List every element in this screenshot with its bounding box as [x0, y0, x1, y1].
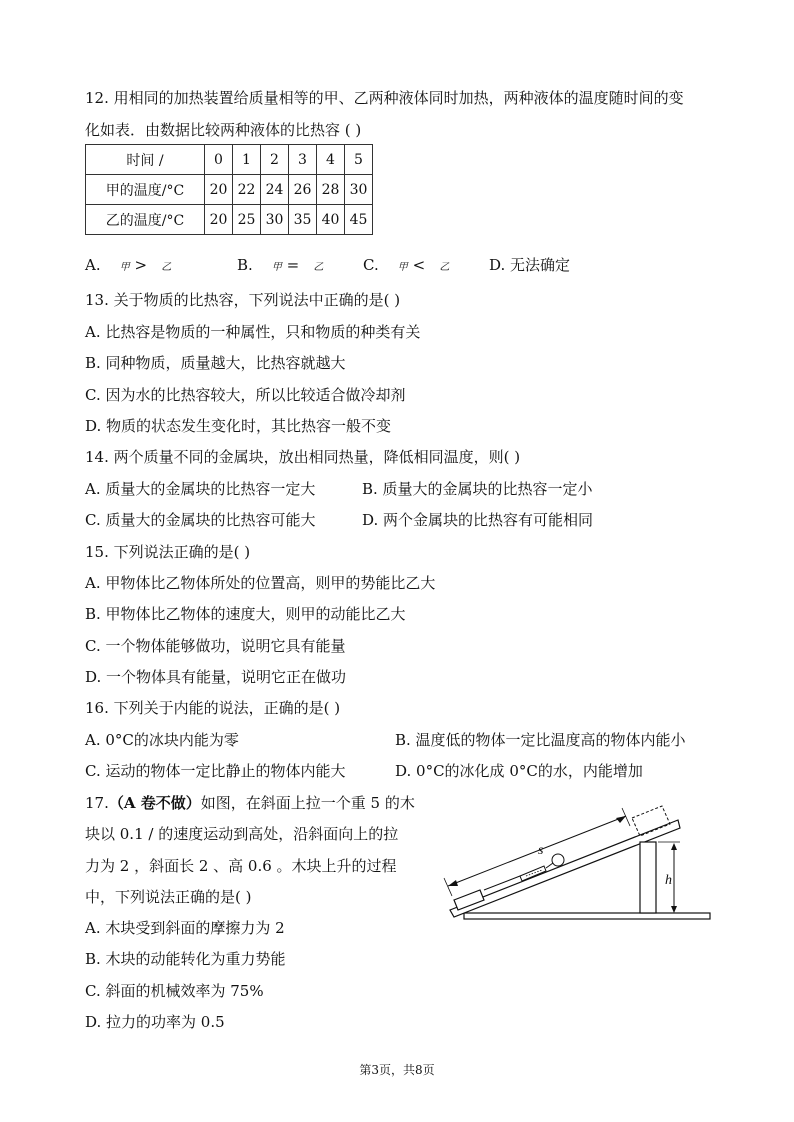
arrow-head: [616, 816, 626, 823]
q13-stem: 13. 关于物质的比热容，下列说法中正确的是( ): [85, 291, 401, 309]
label-h: h: [665, 873, 672, 888]
option-operator: <: [412, 256, 426, 274]
support-post: [640, 842, 656, 913]
table-cell: 24: [261, 175, 289, 205]
q13-option-d: D. 物质的状态发生变化时，其比热容一般不变: [85, 417, 392, 435]
table-header-label: 时间 /: [86, 145, 205, 175]
q16-option-a: A. 0°C的冰块内能为零: [85, 731, 239, 749]
q15-option-d: D. 一个物体具有能量，说明它正在做功: [85, 668, 347, 686]
q14-option-c: C. 质量大的金属块的比热容可能大: [85, 511, 316, 529]
arrow-head: [448, 880, 458, 886]
table-row: [86, 205, 373, 235]
q17-stem-line4: 中，下列说法正确的是( ): [85, 888, 252, 906]
q16-stem: 16. 下列关于内能的说法，正确的是( ): [85, 699, 341, 717]
q17-option-b: B. 木块的动能转化为重力势能: [85, 950, 286, 968]
table-row-label: 甲的温度/°C: [86, 175, 205, 205]
q16-option-b: B. 温度低的物体一定比温度高的物体内能小: [395, 731, 686, 749]
table-cell: 28: [317, 175, 345, 205]
table-cell: 40: [317, 205, 345, 235]
q12-option-d: [489, 255, 570, 275]
table-cell: 35: [289, 205, 317, 235]
q12-option-a: [85, 255, 171, 278]
option-subscript: 甲: [119, 262, 130, 273]
label-s: s: [538, 843, 544, 858]
q12-option-c: [363, 255, 449, 278]
arrow-head: [671, 843, 677, 850]
q14-option-d: D. 两个金属块的比热容有可能相同: [362, 511, 594, 529]
q12-option-b: [237, 255, 324, 278]
table-cell: 4: [317, 145, 345, 175]
q12-stem-line1: 12. 用相同的加热装置给质量相等的甲、乙两种液体同时加热，两种液体的温度随时间的变: [85, 89, 684, 107]
table-row: [86, 175, 373, 205]
table-cell: 3: [289, 145, 317, 175]
temperature-table: [85, 144, 373, 235]
table-row: [86, 145, 373, 175]
option-subscript: 乙: [161, 262, 172, 273]
option-subscript: 甲: [397, 262, 408, 273]
table-cell: 20: [205, 175, 233, 205]
q16-option-d: D. 0°C的冰化成 0°C的水，内能增加: [395, 762, 643, 780]
table-cell: 1: [233, 145, 261, 175]
q17-tag: （A 卷不做）: [108, 794, 201, 812]
table-cell: 45: [345, 205, 373, 235]
q17-stem-text: 如图，在斜面上拉一个重 5 的木: [200, 794, 415, 812]
arrow-head: [671, 906, 677, 913]
option-operator: =: [286, 256, 300, 274]
q15-stem: 15. 下列说法正确的是( ): [85, 543, 251, 561]
q14-stem: 14. 两个质量不同的金属块，放出相同热量，降低相同温度，则( ): [85, 448, 521, 466]
q17-stem-line3: 力为 2 ，斜面长 2 、高 0.6 。木块上升的过程: [85, 857, 397, 875]
q17-option-a: A. 木块受到斜面的摩擦力为 2: [85, 919, 285, 937]
option-operator: >: [134, 256, 148, 274]
q12-stem-line2: 化如表．由数据比较两种液体的比热容 ( ): [85, 121, 362, 139]
q17-option-d: D. 拉力的功率为 0.5: [85, 1013, 225, 1031]
q13-option-b: B. 同种物质，质量越大，比热容就越大: [85, 354, 346, 372]
q17-stem-line2: 块以 0.1 / 的速度运动到高处，沿斜面向上的拉: [85, 825, 399, 843]
grip-hook: [546, 863, 553, 868]
table-cell: 25: [233, 205, 261, 235]
incline-figure: [440, 800, 715, 925]
extension-line: [444, 878, 452, 896]
table-cell: 20: [205, 205, 233, 235]
option-letter: D.: [489, 256, 506, 274]
q14-option-b: B. 质量大的金属块的比热容一定小: [362, 480, 593, 498]
table-cell: 0: [205, 145, 233, 175]
q16-option-c: C. 运动的物体一定比静止的物体内能大: [85, 762, 346, 780]
option-letter: A.: [85, 256, 101, 274]
q15-option-b: B. 甲物体比乙物体的速度大，则甲的动能比乙大: [85, 605, 406, 623]
option-subscript: 乙: [313, 262, 324, 273]
q17-option-c: C. 斜面的机械效率为 75%: [85, 982, 264, 1000]
q13-option-c: C. 因为水的比热容较大，所以比较适合做冷却剂: [85, 386, 406, 404]
table-cell: 30: [261, 205, 289, 235]
table-cell: 30: [345, 175, 373, 205]
table-cell: 26: [289, 175, 317, 205]
page-footer: 第3页，共8页: [359, 1063, 435, 1077]
q15-option-c: C. 一个物体能够做功，说明它具有能量: [85, 637, 346, 655]
q17-stem-line1: [85, 793, 415, 813]
option-letter: B.: [237, 256, 253, 274]
q14-option-a: A. 质量大的金属块的比热容一定大: [85, 480, 316, 498]
option-text: 无法确定: [510, 256, 571, 274]
q15-option-a: A. 甲物体比乙物体所处的位置高，则甲的势能比乙大: [85, 574, 436, 592]
q17-number: 17.: [85, 794, 109, 812]
table-cell: 22: [233, 175, 261, 205]
option-letter: C.: [363, 256, 379, 274]
option-subscript: 乙: [439, 262, 450, 273]
table-cell: 5: [345, 145, 373, 175]
q13-option-a: A. 比热容是物质的一种属性，只和物质的种类有关: [85, 323, 421, 341]
option-subscript: 甲: [271, 262, 282, 273]
table-row-label: 乙的温度/°C: [86, 205, 205, 235]
ground-base: [464, 913, 710, 919]
table-cell: 2: [261, 145, 289, 175]
hand-grip: [552, 854, 564, 866]
